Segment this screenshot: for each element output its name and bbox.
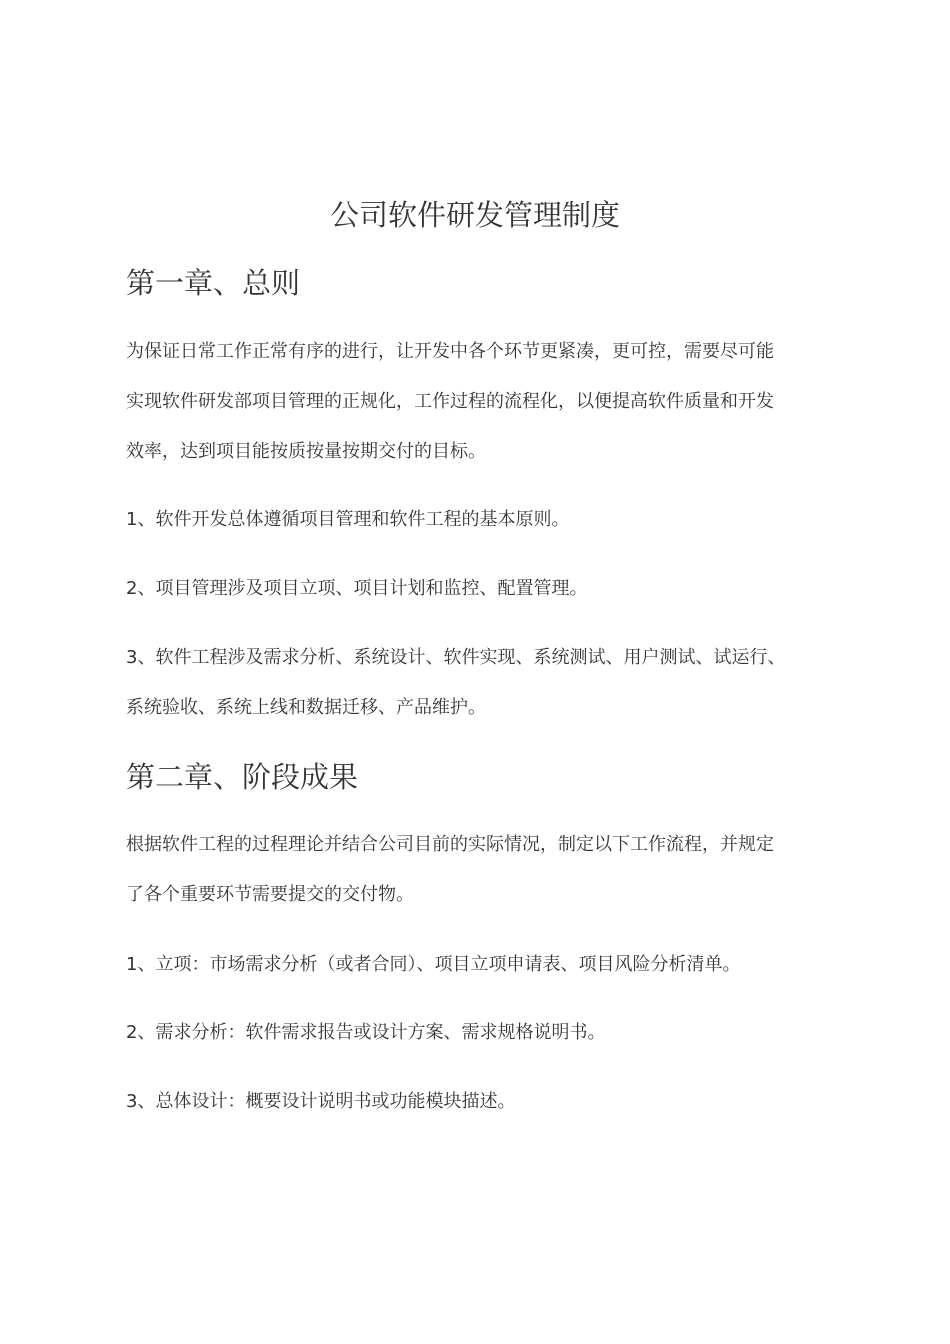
chapter-2-intro-line-2: 了各个重要环节需要提交的交付物。	[126, 884, 414, 905]
chapter-2-item-3: 3、总体设计：概要设计说明书或功能模块描述。	[126, 1091, 516, 1112]
chapter-1-item-3	[126, 633, 836, 733]
chapter-2-item-2: 2、需求分析：软件需求报告或设计方案、需求规格说明书。	[126, 1022, 606, 1043]
chapter-1-item-3-line-2: 系统验收、系统上线和数据迁移、产品维护。	[126, 697, 486, 718]
chapter-2-intro	[126, 820, 836, 920]
chapter-1-heading: 第一章、总则	[126, 266, 301, 300]
chapter-1-item-3-line-1: 3、软件工程涉及需求分析、系统设计、软件实现、系统测试、用户测试、试运行、	[126, 647, 786, 668]
chapter-1-intro-line-2: 实现软件研发部项目管理的正规化，工作过程的流程化，以便提高软件质量和开发	[126, 391, 774, 412]
chapter-1-intro-line-1: 为保证日常工作正常有序的进行，让开发中各个环节更紧凑，更可控，需要尽可能	[126, 341, 774, 362]
chapter-1-intro	[126, 327, 836, 477]
document-title: 公司软件研发管理制度	[329, 198, 620, 232]
chapter-2-heading: 第二章、阶段成果	[126, 760, 359, 794]
chapter-1-item-1: 1、软件开发总体遵循项目管理和软件工程的基本原则。	[126, 509, 570, 530]
chapter-1-item-2: 2、项目管理涉及项目立项、项目计划和监控、配置管理。	[126, 578, 588, 599]
chapter-2-item-1: 1、立项：市场需求分析（或者合同）、项目立项申请表、项目风险分析清单。	[126, 954, 741, 975]
chapter-2-intro-line-1: 根据软件工程的过程理论并结合公司目前的实际情况，制定以下工作流程，并规定	[126, 834, 774, 855]
chapter-1-intro-line-3: 效率，达到项目能按质按量按期交付的目标。	[126, 441, 486, 462]
